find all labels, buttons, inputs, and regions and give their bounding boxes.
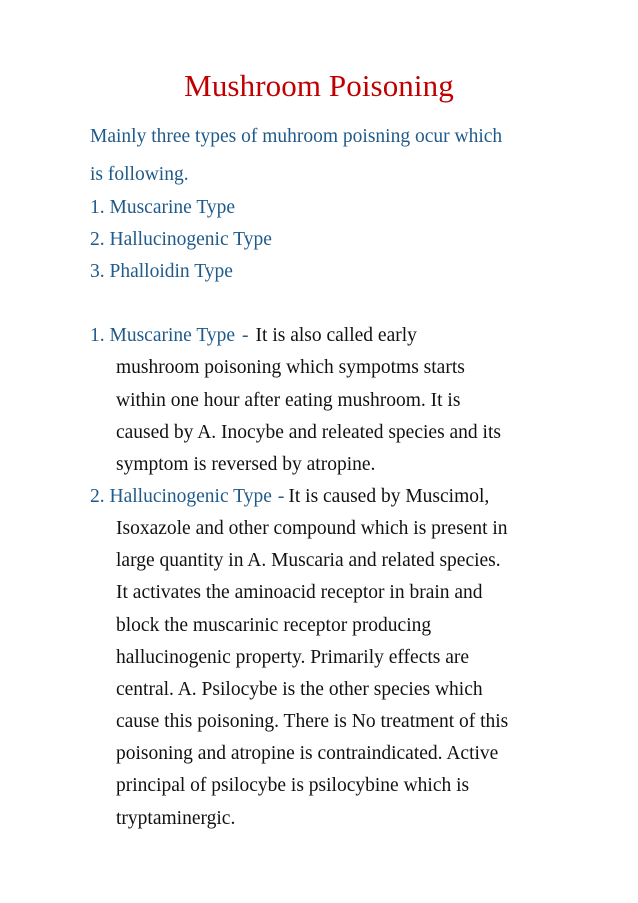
section-muscarine-line: within one hour after eating mushroom. It is (116, 390, 461, 411)
section-muscarine-line: mushroom poisoning which sympotms starts (116, 357, 465, 378)
section-muscarine-separator: - (242, 325, 249, 346)
list-item-phalloidin: 3. Phalloidin Type (90, 261, 233, 282)
section-hallucinogenic-text: It is caused by Muscimol, (288, 486, 490, 507)
list-item-muscarine: 1. Muscarine Type (90, 197, 236, 218)
section-muscarine-text: It is also called early (255, 325, 417, 346)
section-hallucinogenic-line: Isoxazole and other compound which is present in (116, 518, 508, 539)
section-hallucinogenic-line: It activates the aminoacid receptor in brain and (116, 582, 483, 603)
section-hallucinogenic-line: tryptaminergic. (116, 808, 236, 829)
section-hallucinogenic-line: hallucinogenic property. Primarily effects are (116, 647, 470, 668)
section-hallucinogenic-line: cause this poisoning. There is No treatment of this (116, 711, 509, 732)
section-hallucinogenic-line: central. A. Psilocybe is the other species which (116, 679, 483, 700)
section-hallucinogenic-line: poisoning and atropine is contraindicated. Active (116, 743, 499, 764)
section-muscarine-first-line (90, 323, 417, 349)
intro-line-2: is following. (90, 164, 189, 185)
section-hallucinogenic-first-line (90, 484, 489, 510)
section-muscarine-line: symptom is reversed by atropine. (116, 454, 376, 475)
intro-line-1: Mainly three types of muhroom poisning ocur which (90, 126, 503, 147)
section-muscarine-heading: 1. Muscarine Type (90, 325, 236, 346)
section-hallucinogenic-line: principal of psilocybe is psilocybine which is (116, 775, 470, 796)
document-title: Mushroom Poisoning (184, 68, 454, 103)
section-hallucinogenic-separator: - (277, 486, 285, 507)
section-muscarine-line: caused by A. Inocybe and releated species and its (116, 422, 501, 443)
list-item-hallucinogenic: 2. Hallucinogenic Type (90, 229, 272, 250)
section-hallucinogenic-heading: 2. Hallucinogenic Type (90, 486, 272, 507)
section-hallucinogenic-line: block the muscarinic receptor producing (116, 615, 432, 636)
section-hallucinogenic-line: large quantity in A. Muscaria and related species. (116, 550, 501, 571)
